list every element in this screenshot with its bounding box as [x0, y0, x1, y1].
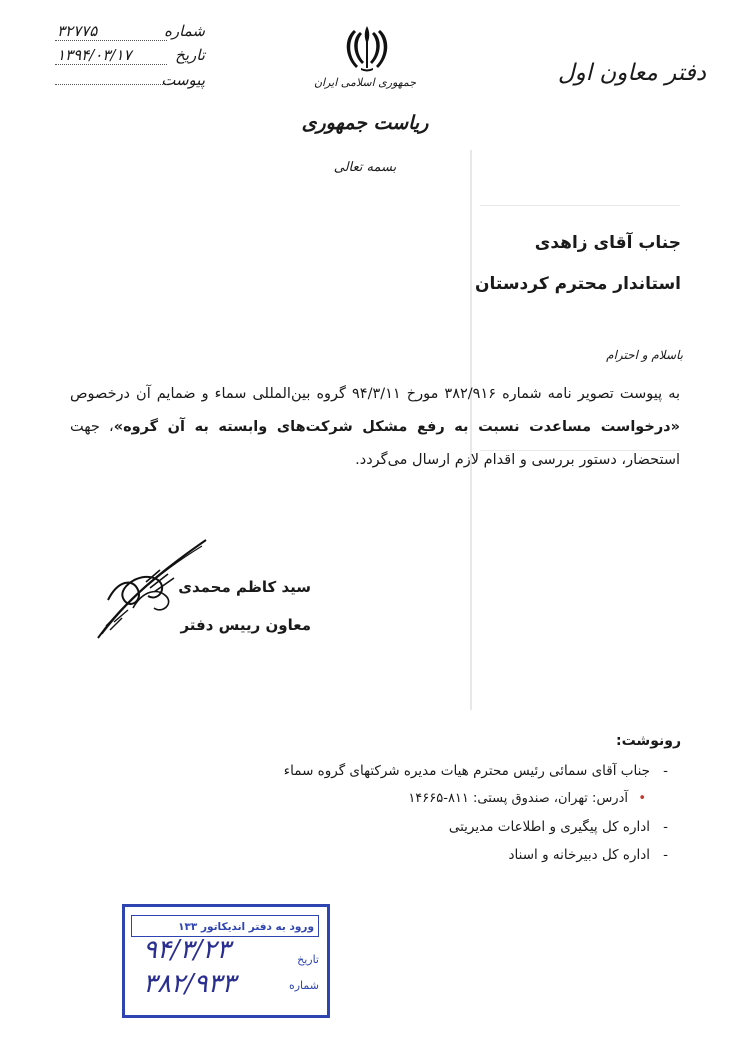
stamp-date-value: ۹۴/۳/۲۳: [143, 935, 231, 965]
recipient-name: جناب آقای زاهدی: [534, 233, 681, 253]
body-subject: «درخواست مساعدت نسبت به رفع مشکل شرکت‌های وابسته به آن گروه»: [113, 419, 680, 435]
date-label: تاریخ: [175, 46, 205, 64]
letter-date: ۱۳۹۴/۰۳/۱۷: [55, 46, 167, 65]
list-item: - جناب آقای سمائی رئیس محترم هیات مدیره شرکتهای گروه سماء: [148, 757, 668, 785]
stamp-number-label: شماره: [288, 979, 319, 992]
number-label: شماره: [164, 22, 205, 40]
bullet-dash: -: [663, 763, 668, 779]
bullet-dash: -: [663, 819, 668, 835]
signatory-title: معاون رییس دفتر: [180, 616, 311, 634]
signatory-name: سید کاظم محمدی: [178, 578, 311, 596]
copies-title: رونوشت:: [616, 733, 681, 749]
bullet-dot: •: [638, 791, 646, 806]
list-item: - اداره کل دبیرخانه و اسناد: [148, 841, 668, 869]
letter-attachment: [55, 70, 167, 85]
show-through-line: [480, 205, 680, 206]
iran-emblem-icon: [342, 24, 392, 72]
stamp-heading: ورود به دفتر اندیکاتور ۱۳۳: [131, 915, 319, 937]
recipient-title: استاندار محترم کردستان: [474, 274, 681, 294]
copies-list: [148, 757, 668, 869]
bullet-dash: -: [663, 847, 668, 863]
list-item: • آدرس: تهران، صندوق پستی: ۸۱۱-۱۴۶۶۵: [148, 785, 668, 813]
list-item: - اداره کل پیگیری و اطلاعات مدیریتی: [148, 813, 668, 841]
attachment-label: پیوست: [161, 71, 205, 89]
body-intro: به پیوست تصویر نامه شماره ۳۸۲/۹۱۶ مورخ ۹۴/۳/۱۱ گروه بین‌المللی سماء و ضمایم آن درخصوص: [70, 386, 681, 402]
registration-stamp: [122, 904, 330, 1018]
office-title: دفتر معاون اول: [557, 60, 706, 86]
salutation: باسلام و احترام: [606, 348, 683, 362]
country-name: جمهوری اسلامی ایران: [313, 76, 417, 89]
stamp-date-label: تاریخ: [297, 953, 319, 966]
letter-body: [70, 378, 680, 477]
body-outro: ، جهت استحضار، دستور بررسی و اقدام لازم ارسال می‌گردد.: [70, 419, 680, 468]
stamp-number-value: ۳۸۲/۹۳۳: [143, 969, 236, 999]
letter-number: ۳۲۷۷۵: [55, 22, 167, 41]
organization-name: ریاست جمهوری: [301, 112, 429, 134]
bismillah: بسمه تعالی: [333, 160, 397, 175]
letter-metadata: [55, 22, 205, 94]
